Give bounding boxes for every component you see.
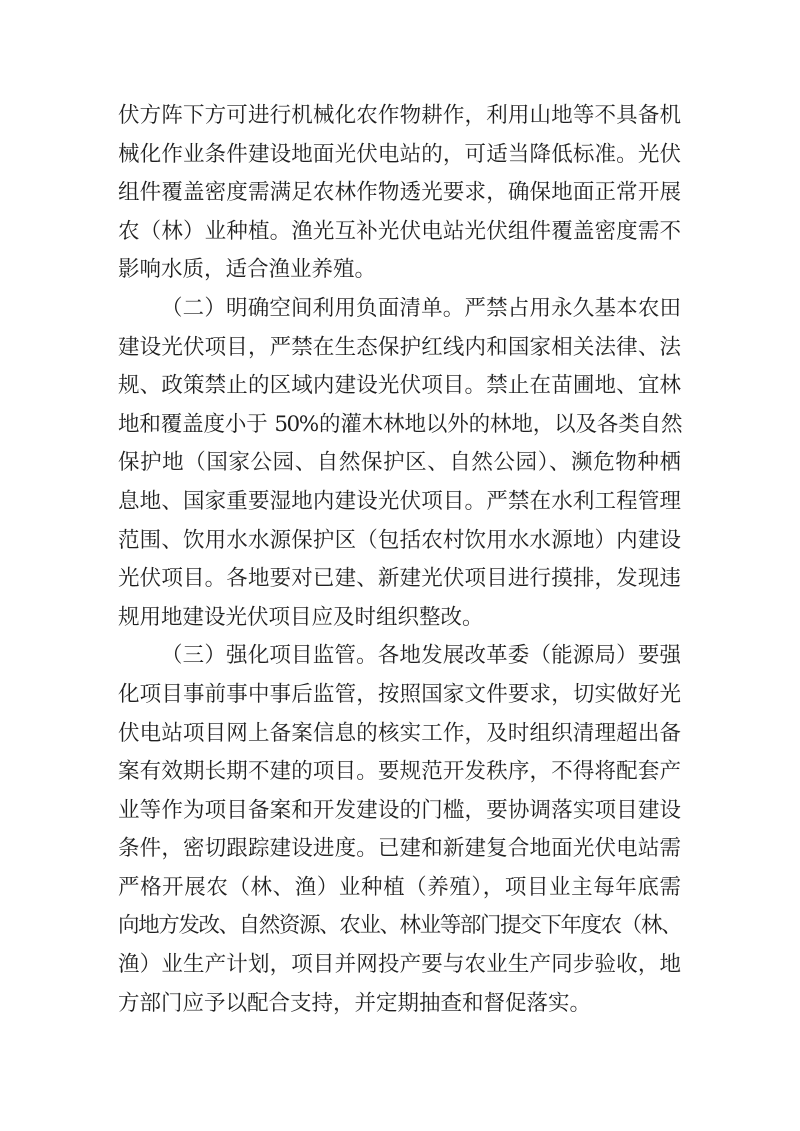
text-line: 规、政策禁止的区域内建设光伏项目。禁止在苗圃地、宜林 (118, 373, 681, 399)
text-line: 业等作为项目备案和开发建设的门槛，要协调落实项目建设 (118, 797, 681, 823)
text-line: 伏电站项目网上备案信息的核实工作，及时组织清理超出备 (118, 720, 681, 746)
text-line: 影响水质，适合渔业养殖。 (118, 257, 377, 283)
text-line: 向地方发改、自然资源、农业、林业等部门提交下年度农（林、 (118, 913, 681, 939)
text-line: 化项目事前事中事后监管，按照国家文件要求，切实做好光 (118, 681, 681, 707)
text-line: （三）强化项目监管。各地发展改革委（能源局）要强 (161, 643, 681, 669)
text-line: 范围、饮用水水源保护区（包括农村饮用水水源地）内建设 (118, 527, 681, 553)
text-line: 建设光伏项目，严禁在生态保护红线内和国家相关法律、法 (118, 334, 681, 360)
text-line: （二）明确空间利用负面清单。严禁占用永久基本农田 (161, 295, 681, 321)
paragraph (118, 97, 681, 290)
text-line: 严格开展农（林、渔）业种植（养殖），项目业主每年底需 (118, 874, 681, 900)
text-line: 地和覆盖度小于 50%的灌木林地以外的林地，以及各类自然 (118, 411, 681, 437)
paragraph (118, 290, 681, 637)
text-line: 组件覆盖密度需满足农林作物透光要求，确保地面正常开展 (118, 180, 681, 206)
text-line: 渔）业生产计划，项目并网投产要与农业生产同步验收，地 (118, 952, 681, 978)
text-line: 农（林）业种植。渔光互补光伏电站光伏组件覆盖密度需不 (118, 218, 681, 244)
text-line: 伏方阵下方可进行机械化农作物耕作，利用山地等不具备机 (118, 103, 681, 128)
text-line: 案有效期长期不建的项目。要规范开发秩序，不得将配套产 (118, 759, 681, 785)
text-line: 光伏项目。各地要对已建、新建光伏项目进行摸排，发现违 (118, 566, 681, 592)
text-line: 保护地（国家公园、自然保护区、自然公园）、濒危物种栖 (118, 450, 681, 476)
text-line: 方部门应予以配合支持，并定期抽查和督促落实。 (118, 990, 592, 1016)
text-line: 条件，密切跟踪建设进度。已建和新建复合地面光伏电站需 (118, 836, 681, 862)
text-line: 规用地建设光伏项目应及时组织整改。 (118, 604, 484, 630)
text-line: 械化作业条件建设地面光伏电站的，可适当降低标准。光伏 (118, 141, 681, 167)
text-line: 息地、国家重要湿地内建设光伏项目。严禁在水利工程管理 (118, 488, 681, 514)
paragraph (118, 637, 681, 1023)
document-body (118, 97, 681, 1023)
